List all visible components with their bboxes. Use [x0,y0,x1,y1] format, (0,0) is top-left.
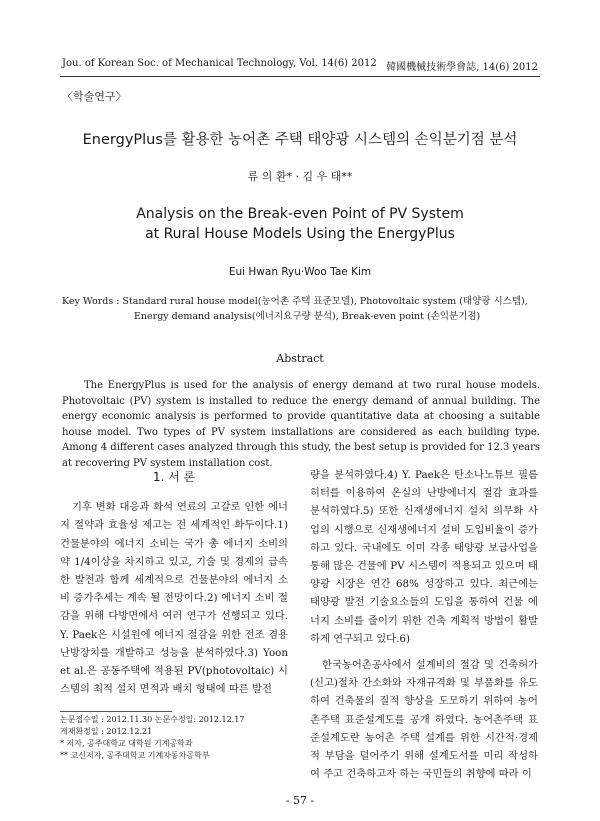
authors-korean: 류 의 환* · 김 우 태** [247,170,353,183]
paragraph: 한국농어촌공사에서 설계비의 절감 및 건축허가(신고)절차 간소화와 자재규격화 및 부품화를 유도하여 건축물의 질적 향상을 도모하기 위하여 농어촌주택 표준설계도를 공개 하였다. 농어촌주택 표준설계도란 농어촌 주택 설계를 위한 시간적·경제적 부담을 덜어주기 위해 설계도서를 미리 작성하여 주고 건축하고자 하는 국민들의 취향에 따라 이 [310,659,538,781]
journal-name-en: Jou. of Korean Soc. of Mechanical Technology, Vol. 14(6) 2012 [62,58,377,69]
body-column-right [310,466,538,783]
title-english-line2: at Rural House Models Using the EnergyPlus [145,226,455,242]
footnote-corresponding-author: ** 교신저자, 공주대학교 기계자동차공학부 [60,751,210,760]
footnotes [60,714,300,762]
header-rule [60,76,540,77]
footnote-author: * 저자, 공주대학교 대학원 기계공학과 [60,739,193,748]
title-korean: EnergyPlus를 활용한 농어촌 주택 태양광 시스템의 손익분기점 분석 [82,132,518,148]
title-english-line1: Analysis on the Break-even Point of PV System [136,206,464,222]
keywords [62,294,552,324]
footnote-received: 논문접수일 : 2012.11.30 논문수정일: 2012.12.17 [60,715,245,724]
abstract-text: The EnergyPlus is used for the analysis of energy demand at two rural house models. Photovoltaic (PV) system is installed to reduce the energy demand of annual building. The energy economic analysis is performed to provide quantitative data at choosing a suitable house model. Two types of PV system installations are considered as each building type. Among 4 different cases analyzed through this study, the best setup is provided for 12.3 years at recovering PV system installation cost. [62,380,540,469]
abstract-heading: Abstract [276,352,324,365]
journal-name-ko: 韓國機械技術學會誌, 14(6) 2012 [386,62,538,73]
title-english [0,204,600,244]
paragraph: 기후 변화 대응과 화석 연료의 고갈로 인한 에너지 절약과 효율성 제고는 전 세계적인 화두이다.1) 건물분야의 에너지 소비는 국가 총 에너지 소비의 약 1/4이상을 차지하고 있고, 기술 및 경제의 급속한 발전과 함께 세계적으로 건물분야의 에너지 소비 증가추세는 계속 될 전망이다.2) 에너지 소비 절감을 위해 다방면에서 여러 연구가 선행되고 있다. Y. Paek은 시설원에 에너지 절감을 위한 전조 겸용 난방장치를 개발하고 성능을 분석하였다.3) Yoon et al.은 공동주택에 적용된 PV(photovoltaic) 시스템의 최적 설치 면적과 배치 형태에 따른 발전 [60,501,288,696]
footnote-accepted: 게재확정일 : 2012.12.21 [60,727,153,736]
keywords-line1: Key Words : Standard rural house model(농어촌 주택 표준모델), Photovoltaic system (태양광 시스템), [62,296,528,307]
footnote-rule [60,711,172,712]
body-column-left [60,466,288,698]
keywords-line2: Energy demand analysis(에너지요구량 분석), Break-even point (손익분기점) [134,311,481,322]
section-heading-introduction: 1. 서 론 [152,470,196,484]
article-category: 〈학술연구〉 [62,90,127,103]
paragraph: 량을 분석하였다.4) Y. Paek은 탄소나노튜브 필름 히터를 이용하여 온실의 난방에너지 절감 효과를 분석하였다.5) 또한 신재생에너지 설치 의무화 사업의 시행으로 신재생에너지 설비 도입비율이 증가하고 있다. 국내에도 이미 각종 태양광 보급사업을 통해 많은 건물에 PV 시스템이 적용되고 있으며 태양광 시장은 연간 68% 성장하고 있다. 최근에는 태양광 발전 기술요소들의 도입을 통하여 건물 에너지 소비를 줄이기 위한 건축 계획적 방법이 활발하게 연구되고 있다.6) [310,469,538,645]
authors-english: Eui Hwan Ryu·Woo Tae Kim [228,266,372,278]
page-number: - 57 - [285,794,315,807]
